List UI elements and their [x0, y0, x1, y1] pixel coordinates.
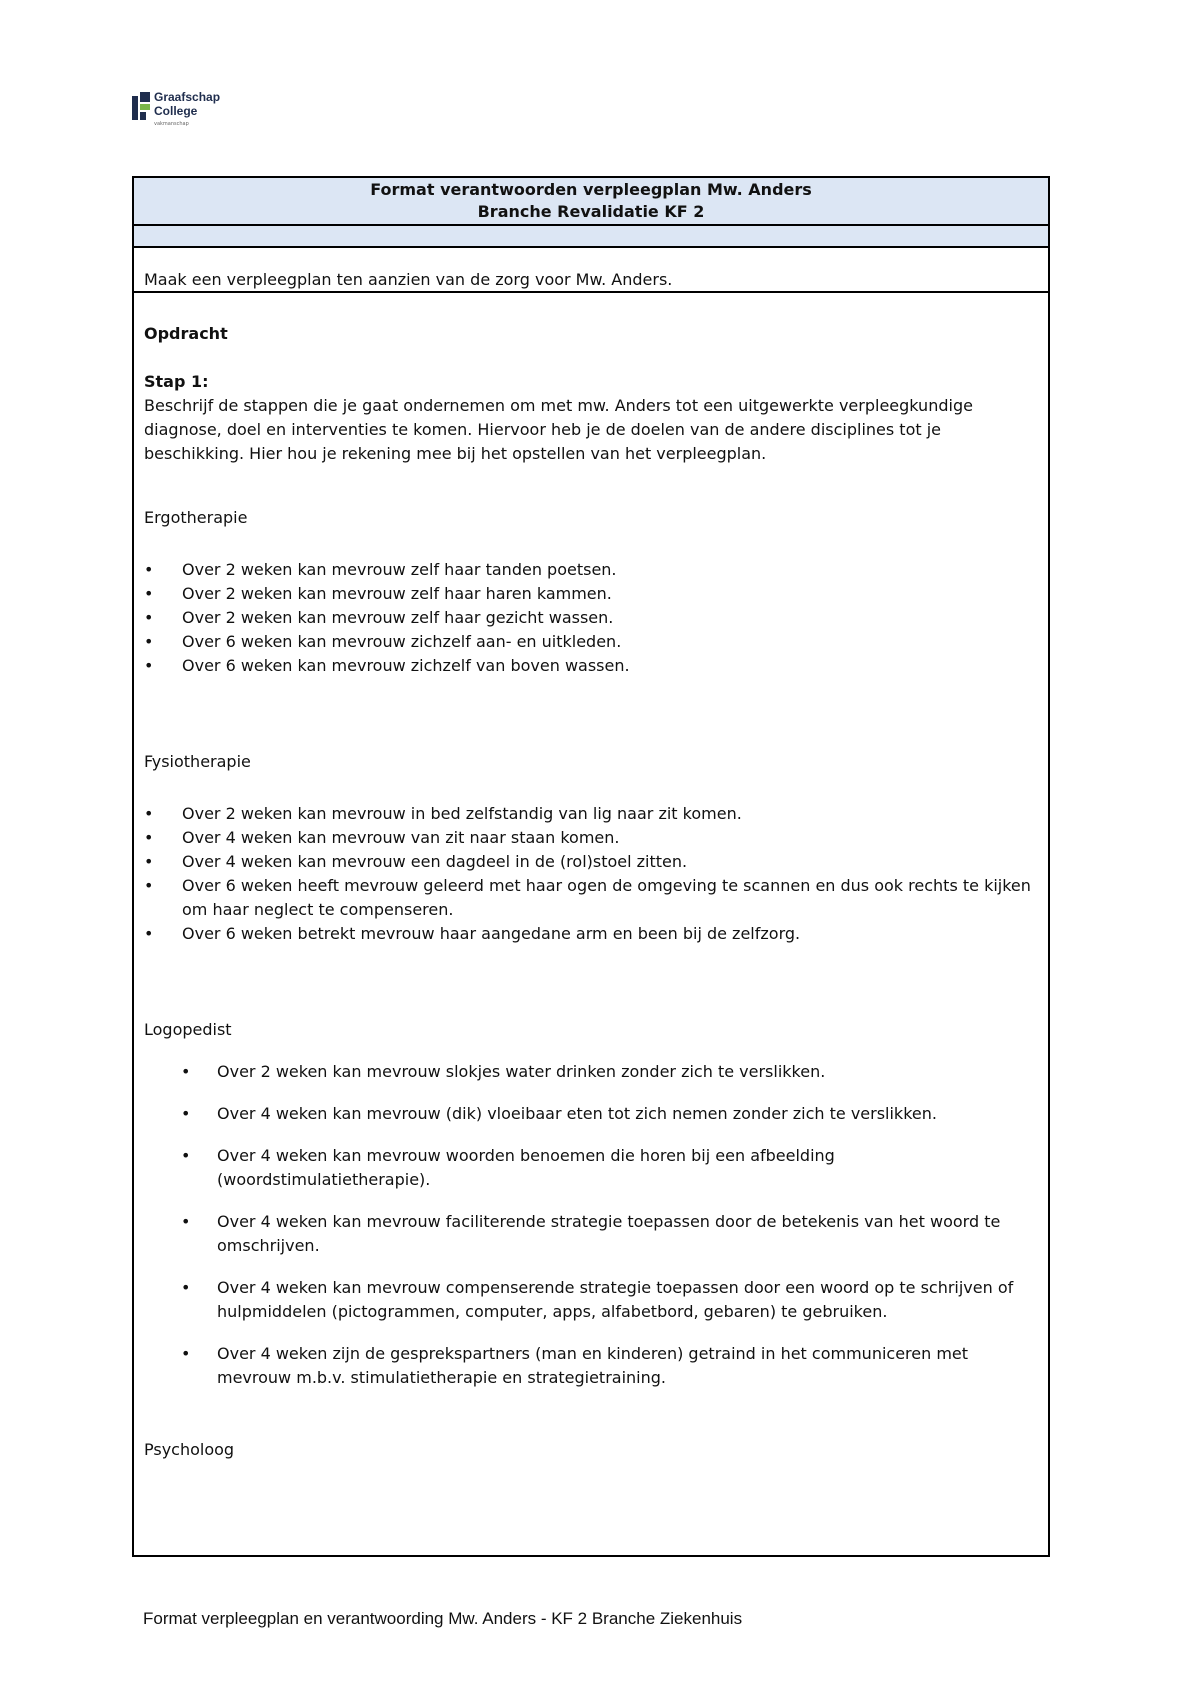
- list-item: • Over 4 weken kan mevrouw (dik) vloeibaar eten tot zich nemen zonder zich te verslikken.: [144, 1102, 1034, 1126]
- section-title-ergotherapie: Ergotherapie: [144, 508, 248, 527]
- table-header: [134, 178, 1048, 226]
- logo-mark-icon: [132, 92, 150, 124]
- list-item: • Over 2 weken kan mevrouw slokjes water drinken zonder zich te verslikken.: [144, 1060, 1034, 1084]
- college-logo: [132, 86, 228, 146]
- assignment-heading: Opdracht: [144, 324, 228, 343]
- intro-text: Maak een verpleegplan ten aanzien van de zorg voor Mw. Anders.: [144, 270, 673, 289]
- list-item: • Over 4 weken kan mevrouw compenserende strategie toepassen door een woord op te schrijven of hulpmiddelen (pictogrammen, computer, apps, alfabetbord, gebaren) te gebruiken.: [144, 1276, 1034, 1324]
- list-item: • Over 6 weken heeft mevrouw geleerd met haar ogen de omgeving te scannen en dus ook rechts te kijken om haar neglect te compenseren.: [144, 874, 1034, 922]
- list-item: • Over 4 weken kan mevrouw faciliterende strategie toepassen door de betekenis van het woord te omschrijven.: [144, 1210, 1034, 1258]
- logo-line2: College: [154, 104, 198, 118]
- step-label: Stap 1:: [144, 372, 209, 391]
- list-item: • Over 2 weken kan mevrouw in bed zelfstandig van lig naar zit komen.: [144, 802, 1034, 826]
- list-item: • Over 4 weken kan mevrouw een dagdeel in de (rol)stoel zitten.: [144, 850, 1034, 874]
- list-item: • Over 2 weken kan mevrouw zelf haar tanden poetsen.: [144, 558, 1034, 582]
- ergotherapie-list: [144, 558, 1034, 678]
- document-title: Format verantwoorden verpleegplan Mw. Anders: [370, 180, 812, 199]
- list-item: • Over 4 weken kan mevrouw van zit naar staan komen.: [144, 826, 1034, 850]
- step-text: Beschrijf de stappen die je gaat ondernemen om met mw. Anders tot een uitgewerkte verpleegkundige diagnose, doel en interventies te komen. Hiervoor heb je de doelen van de andere disciplines tot je beschikking. Hier hou je rekening mee bij het opstellen van het verpleegplan.: [144, 396, 973, 463]
- list-item: • Over 6 weken betrekt mevrouw haar aangedane arm en been bij de zelfzorg.: [144, 922, 1034, 946]
- section-title-psycholoog: Psycholoog: [144, 1440, 235, 1459]
- list-item: • Over 2 weken kan mevrouw zelf haar haren kammen.: [144, 582, 1034, 606]
- list-item: • Over 4 weken zijn de gesprekspartners (man en kinderen) getraind in het communiceren met mevrouw m.b.v. stimulatietherapie en strategietraining.: [144, 1342, 1034, 1390]
- header-blank-row: [134, 226, 1048, 248]
- document-table: [132, 176, 1050, 1557]
- logo-tagline: vakmanschap: [154, 121, 189, 127]
- page-footer: Format verpleegplan en verantwoording Mw. Anders - KF 2 Branche Ziekenhuis: [143, 1609, 743, 1628]
- section-title-fysiotherapie: Fysiotherapie: [144, 752, 251, 771]
- logopedist-list: [144, 1060, 1034, 1390]
- assignment-body: [144, 310, 1034, 1462]
- list-item: • Over 4 weken kan mevrouw woorden benoemen die horen bij een afbeelding (woordstimulatietherapie).: [144, 1144, 1034, 1192]
- list-item: • Over 6 weken kan mevrouw zichzelf van boven wassen.: [144, 654, 1034, 678]
- intro-divider: [134, 291, 1048, 293]
- list-item: • Over 2 weken kan mevrouw zelf haar gezicht wassen.: [144, 606, 1034, 630]
- logo-line1: Graafschap: [154, 90, 221, 104]
- section-title-logopedist: Logopedist: [144, 1020, 232, 1039]
- document-subtitle: Branche Revalidatie KF 2: [477, 202, 705, 221]
- fysiotherapie-list: [144, 802, 1034, 946]
- list-item: • Over 6 weken kan mevrouw zichzelf aan- en uitkleden.: [144, 630, 1034, 654]
